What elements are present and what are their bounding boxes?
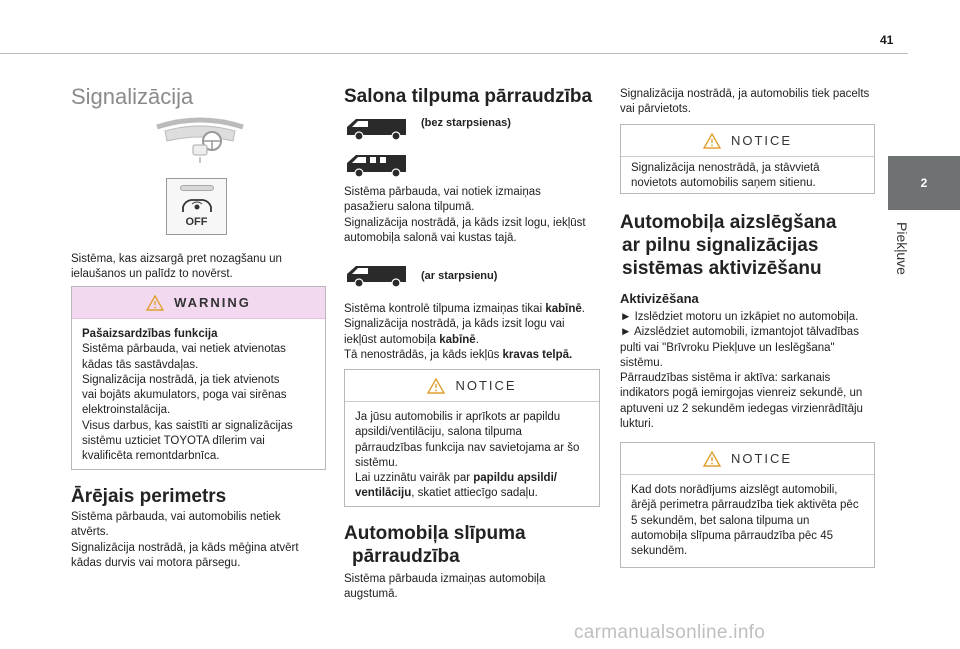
volume-line: automobiļa salonā vai kustas tajā. [344, 231, 517, 244]
text-run: . [581, 303, 585, 315]
watermark[interactable]: carmanualsonline.info [574, 622, 766, 643]
tilt-continued-text [620, 87, 880, 118]
warning-header [72, 287, 325, 319]
notice-header [345, 370, 599, 402]
notice-body [621, 475, 874, 567]
overhead-console-illustration [155, 115, 245, 165]
volume-text-1 [344, 185, 599, 246]
notice-label: NOTICE [730, 451, 793, 466]
warning-line: Visus darbus, kas saistīti ar signalizācijas [82, 419, 293, 432]
notice-line: sekundēm. [631, 545, 688, 558]
tilt-cont-line: vai pārvietots. [620, 103, 691, 116]
warning-body [72, 319, 325, 473]
van-icon-seats [344, 150, 410, 178]
tilt-line: augstumā. [344, 588, 398, 601]
off-label: OFF [185, 216, 208, 228]
notice-line: sistēmu. [355, 456, 398, 469]
text-run-bold: ventilāciju [355, 487, 412, 500]
volume-line: pasažieru salona tilpumā. [344, 201, 475, 214]
warning-line: sistēmu uzticiet TOYOTA dīlerim vai [82, 435, 265, 448]
warning-label: WARNING [174, 295, 251, 310]
notice-line: novietots automobilis saņem sitienu. [631, 177, 816, 190]
lock-title-line: ar pilnu signalizācijas [622, 235, 819, 256]
notice-triangle-icon [427, 378, 445, 394]
text-run: . [475, 333, 479, 346]
notice-line: Signalizācija nenostrādā, ja stāvvietā [631, 162, 820, 174]
perimeter-text [71, 510, 327, 571]
tilt-title-line: Automobiļa slīpuma [344, 523, 526, 544]
perimeter-line: kādas durvis vai motora pārsegu. [71, 556, 241, 569]
chapter-tab[interactable]: 2 [888, 156, 960, 210]
text-run-bold: kabīnē [545, 303, 582, 315]
car-alarm-icon [179, 196, 215, 216]
volume-line: Sistēma pārbauda, vai notiek izmaiņas [344, 186, 541, 198]
activation-line: pulti vai "Brīvroku Piekļuve un Ieslēgšana" [620, 341, 835, 354]
notice-label: NOTICE [455, 378, 517, 393]
notice-line: automobiļa slīpuma pārraudzība pēc 45 [631, 529, 834, 542]
warning-line: Sistēma pārbauda, vai netiek atvienotas [82, 343, 286, 356]
notice-box-lock-delay [620, 442, 875, 568]
tilt-text [344, 572, 599, 603]
alarm-intro: Sistēma, kas aizsargā pret nozagšanu un ielaušanos un palīdz to novērst. [71, 253, 282, 281]
tilt-line: Sistēma pārbauda izmaiņas automobiļa [344, 573, 546, 585]
lock-title-line: sistēmas aktivizēšanu [622, 258, 822, 279]
activation-line: Pārraudzības sistēma ir aktīva: sarkanais [620, 372, 831, 385]
page-number: 41 [880, 33, 894, 47]
warning-line: kvalificēta remontdarbnīca. [82, 450, 220, 463]
section-title-alarm: Signalizācija [71, 84, 194, 109]
text-run: Sistēma kontrolē tilpuma izmaiņas tikai [344, 303, 546, 315]
warning-line: Signalizācija nostrādā, ja tiek atvienots [82, 373, 280, 386]
warning-line: elektroinstalācija. [82, 404, 171, 417]
notice-line: apsildi/ventilāciju, salona tilpuma [355, 426, 522, 439]
tilt-title [344, 522, 526, 568]
text-run-bold: kabīnē [439, 333, 476, 346]
activation-title: Aktivizēšana [620, 291, 699, 306]
perimeter-line: atvērts. [71, 526, 109, 539]
activation-text [620, 310, 882, 432]
warning-triangle-icon [146, 295, 164, 311]
text-run-bold: papildu apsildi/ [473, 472, 557, 485]
text-run: iekļūst automobiļa [344, 333, 440, 346]
notice-line: Kad dots norādījums aizslēgt automobili, [631, 484, 838, 496]
text-run: Tā nenostrādās, ja kāds iekļūs [344, 348, 503, 361]
warning-line: kādas tās sastāvdaļas. [82, 358, 199, 371]
header-rule [0, 53, 908, 54]
volume-text-2 [344, 302, 599, 363]
activation-line: indikators pogā iemirgojas vienreiz sekundē, un [620, 387, 863, 400]
volume-line: Signalizācija nostrādā, ja kāds izsit logu vai [344, 318, 565, 331]
notice-body [345, 402, 599, 510]
notice-triangle-icon [703, 133, 721, 149]
tilt-title-line: pārraudzība [352, 546, 460, 567]
warning-title: Pašaizsardzības funkcija [82, 328, 218, 340]
notice-header [621, 443, 874, 475]
volume-monitoring-title: Salona tilpuma pārraudzība [344, 86, 593, 107]
warning-box [71, 286, 326, 470]
notice-body [621, 157, 874, 200]
text-run: , skatiet attiecīgo sadaļu. [411, 487, 538, 500]
tilt-cont-line: Signalizācija nostrādā, ja automobilis tiek pacelts [620, 88, 870, 100]
text-run: Lai uzzinātu vairāk par [355, 472, 474, 485]
button-indicator-led [180, 185, 214, 191]
activation-line: sistēmu. [620, 356, 663, 369]
perimeter-title: Ārējais perimetrs [71, 486, 227, 507]
notice-label: NOTICE [730, 133, 793, 148]
perimeter-line: Signalizācija nostrādā, ja kāds mēģina atvērt [71, 541, 299, 554]
notice-line: Ja jūsu automobilis ir aprīkots ar papildu [355, 411, 561, 423]
chapter-label: Piekļuve [894, 222, 910, 275]
activation-line: ► Izslēdziet motoru un izkāpiet no automobiļa. [620, 311, 859, 323]
alarm-off-button[interactable] [166, 178, 227, 235]
van-icon-no-partition [344, 115, 410, 141]
volume-line: Signalizācija nostrādā, ja kāds izsit logu, iekļūst [344, 216, 586, 229]
notice-line: 5 sekundēm, bet salona tilpuma un [631, 514, 810, 527]
lock-title-line: Automobiļa aizslēgšana [620, 212, 837, 233]
lock-title [620, 211, 836, 280]
notice-box-impact [620, 124, 875, 194]
with-partition-label: (ar starpsienu) [421, 270, 498, 282]
notice-box-heating [344, 369, 600, 507]
notice-line: ārējā perimetra pārraudzība tiek aktivēta pēc [631, 499, 859, 512]
warning-line: vai bojāts akumulators, poga vai sirēnas [82, 389, 287, 402]
activation-line: ► Aizslēdziet automobili, izmantojot tālvadības [620, 326, 859, 339]
text-run-bold: kravas telpā. [502, 348, 573, 361]
without-partition-label: (bez starpsienas) [421, 117, 511, 129]
van-icon-with-partition [344, 262, 410, 288]
activation-line: lukturi. [620, 418, 654, 431]
notice-header [621, 125, 874, 157]
notice-triangle-icon [703, 451, 721, 467]
perimeter-line: Sistēma pārbauda, vai automobilis netiek [71, 511, 281, 523]
notice-line: pārraudzības funkcija nav savietojama ar šo [355, 441, 580, 454]
activation-line: aptuveni uz 2 sekundēm iedegas virzienrādītāju [620, 402, 863, 415]
